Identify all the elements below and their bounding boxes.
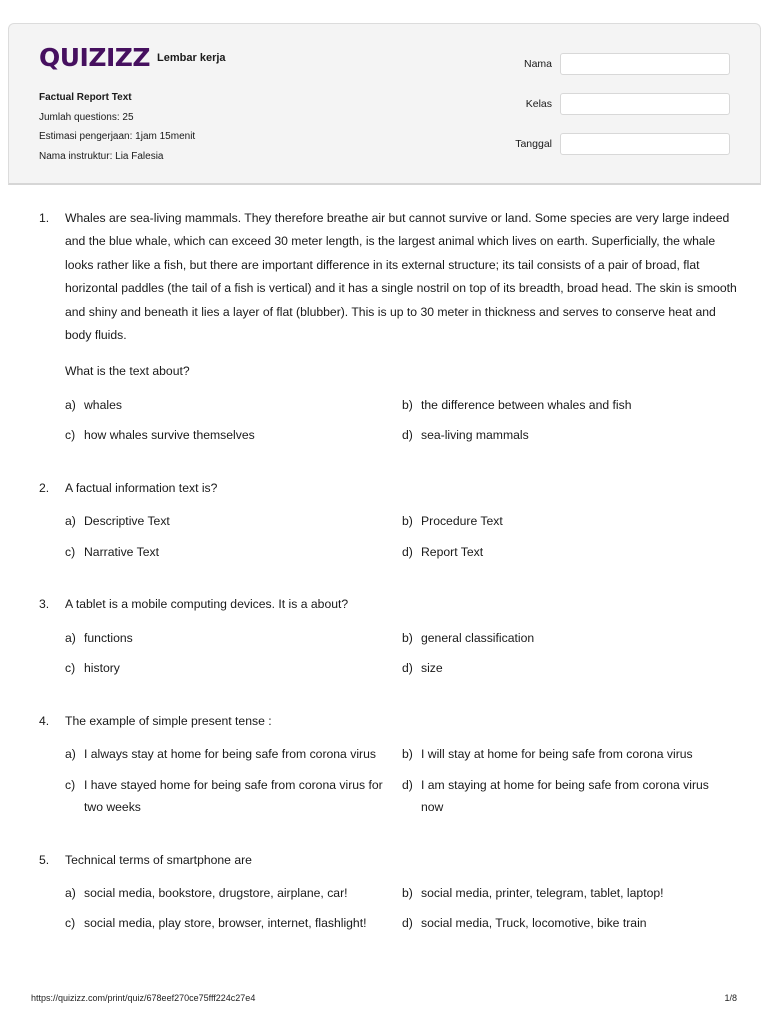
student-fields <box>515 52 730 172</box>
option-c <box>65 912 402 935</box>
option-text: Narrative Text <box>84 544 159 559</box>
option-b <box>402 627 732 650</box>
option-text: I always stay at home for being safe from corona virus <box>84 747 376 762</box>
option-text: size <box>421 661 443 676</box>
class-field-label: Kelas <box>525 98 552 110</box>
option-letter: b) <box>402 885 413 900</box>
answer-options <box>65 394 739 447</box>
question-number: 1. <box>39 211 50 225</box>
date-field-label: Tanggal <box>515 138 552 150</box>
class-field-row <box>515 92 730 116</box>
option-text: social media, play store, browser, internet, flashlight! <box>84 916 367 931</box>
question-2 <box>39 477 739 563</box>
date-field[interactable] <box>560 133 730 155</box>
option-text: Report Text <box>421 544 484 559</box>
question-text: Technical terms of smartphone are <box>65 852 252 867</box>
option-letter: d) <box>402 661 413 676</box>
option-text: how whales survive themselves <box>84 428 255 443</box>
worksheet-header <box>8 23 761 185</box>
option-d <box>402 657 732 680</box>
option-b <box>402 510 732 533</box>
question-text: A factual information text is? <box>65 480 218 495</box>
date-field-row <box>515 132 730 156</box>
option-a <box>65 743 402 766</box>
question-text: The example of simple present tense : <box>65 713 272 728</box>
worksheet-meta <box>39 88 195 166</box>
option-a <box>65 882 402 905</box>
option-a <box>65 394 402 417</box>
option-text: social media, bookstore, drugstore, airplane, car! <box>84 885 348 900</box>
instructor-name: Nama instruktur: Lia Falesia <box>39 150 164 162</box>
page-number: 1/8 <box>724 993 737 1003</box>
option-letter: d) <box>402 428 413 443</box>
sheet-type-label: Lembar kerja <box>157 52 226 64</box>
question-list <box>39 207 739 965</box>
option-c <box>65 774 402 819</box>
logo-row <box>39 45 226 71</box>
option-text: social media, printer, telegram, tablet, laptop! <box>421 885 664 900</box>
option-b <box>402 743 732 766</box>
question-number: 5. <box>39 852 50 867</box>
option-text: social media, Truck, locomotive, bike train <box>421 916 647 931</box>
option-letter: c) <box>65 916 76 931</box>
option-text: history <box>84 661 120 676</box>
option-letter: c) <box>65 428 76 443</box>
answer-options <box>65 743 739 819</box>
option-letter: b) <box>402 630 413 645</box>
option-b <box>402 882 732 905</box>
option-letter: a) <box>65 397 76 412</box>
name-field[interactable] <box>560 53 730 75</box>
option-a <box>65 510 402 533</box>
option-d <box>402 424 732 447</box>
question-1 <box>39 207 739 447</box>
option-letter: d) <box>402 777 413 792</box>
option-text: Descriptive Text <box>84 514 170 529</box>
name-field-label: Nama <box>523 58 552 70</box>
option-text: the difference between whales and fish <box>421 397 632 412</box>
option-d <box>402 912 732 935</box>
question-prompt: What is the text about? <box>65 364 190 379</box>
option-b <box>402 394 732 417</box>
option-letter: b) <box>402 747 413 762</box>
answer-options <box>65 627 739 680</box>
class-field[interactable] <box>560 93 730 115</box>
question-5 <box>39 849 739 935</box>
option-text: I will stay at home for being safe from corona virus <box>421 747 693 762</box>
print-footer <box>31 993 737 1003</box>
option-text: whales <box>84 397 122 412</box>
quizizz-logo: QUIZIZZ <box>39 43 151 72</box>
option-a <box>65 627 402 650</box>
option-letter: c) <box>65 661 76 676</box>
option-letter: a) <box>65 747 76 762</box>
option-text: I have stayed home for being safe from corona virus for two weeks <box>84 777 383 815</box>
answer-options <box>65 882 739 935</box>
question-text: Whales are sea-living mammals. They therefore breathe air but cannot survive or land. Some species are very large indeed and the blue whale, which can exceed 30 meter length, is the largest animal which lives on earth. Superficially, the whale looks rather like a fish, but there are important difference in its external structure; its tail consists of a pair of broad, flat horizontal paddles (the tail of a fish is vertical) and it has a single nostril on top of its breadth, broad head. The skin is smooth and shiny and beneath it lies a layer of flat (blubber). This is up to 30 meter in thickness and serves to conserve heat and body fluids. <box>65 211 737 343</box>
option-d <box>402 541 732 564</box>
option-letter: d) <box>402 544 413 559</box>
option-d <box>402 774 732 819</box>
option-text: Procedure Text <box>421 514 503 529</box>
footer-url: https://quizizz.com/print/quiz/678eef270ce75fff224c27e4 <box>31 993 256 1003</box>
question-number: 2. <box>39 480 50 495</box>
option-c <box>65 541 402 564</box>
name-field-row <box>515 52 730 76</box>
worksheet-title: Factual Report Text <box>39 92 132 103</box>
option-text: sea-living mammals <box>421 428 529 443</box>
questions-count: Jumlah questions: 25 <box>39 111 134 123</box>
question-3 <box>39 593 739 679</box>
option-letter: b) <box>402 514 413 529</box>
option-c <box>65 424 402 447</box>
option-text: general classification <box>421 630 535 645</box>
option-text: functions <box>84 630 133 645</box>
option-letter: a) <box>65 630 76 645</box>
question-text: A tablet is a mobile computing devices. It is a about? <box>65 597 349 612</box>
option-text: I am staying at home for being safe from corona virus now <box>421 777 709 815</box>
option-c <box>65 657 402 680</box>
question-4 <box>39 710 739 819</box>
option-letter: a) <box>65 885 76 900</box>
option-letter: c) <box>65 777 76 792</box>
question-number: 4. <box>39 713 50 728</box>
time-estimate: Estimasi pengerjaan: 1jam 15menit <box>39 131 196 142</box>
answer-options <box>65 510 739 563</box>
option-letter: a) <box>65 514 76 529</box>
option-letter: b) <box>402 397 413 412</box>
option-letter: d) <box>402 916 413 931</box>
question-number: 3. <box>39 597 50 612</box>
option-letter: c) <box>65 544 76 559</box>
